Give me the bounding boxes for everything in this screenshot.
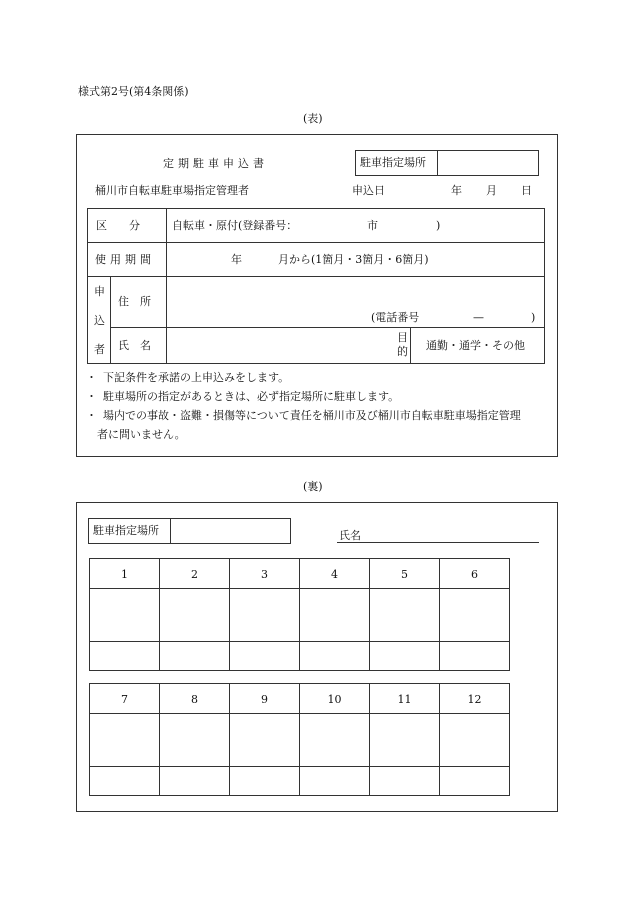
month-note-cell[interactable] xyxy=(439,766,510,796)
month-header-cell xyxy=(89,558,160,589)
applicant-char-2: 込 xyxy=(94,314,105,327)
city-char: 市 xyxy=(367,219,378,232)
note-3-cont: 者に問いません。 xyxy=(97,428,186,441)
month-stamp-cell[interactable] xyxy=(229,713,300,767)
month-number: 10 xyxy=(327,693,342,706)
month-header-cell xyxy=(159,683,230,714)
front-place-field[interactable] xyxy=(439,151,536,173)
month-grid-7-12 xyxy=(89,683,509,796)
applicant-char-1: 申 xyxy=(94,285,105,298)
month-stamp-cell[interactable] xyxy=(369,713,440,767)
month-note-cell[interactable] xyxy=(89,641,160,671)
month-stamp-cell[interactable] xyxy=(159,588,230,642)
month-number: 5 xyxy=(401,568,408,581)
note-2: 駐車場所の指定があるときは、必ず指定場所に駐車します。 xyxy=(103,390,400,403)
month-header-cell xyxy=(369,558,440,589)
front-side-label: (表) xyxy=(303,112,323,125)
month-stamp-cell[interactable] xyxy=(159,713,230,767)
month-number: 3 xyxy=(261,568,268,581)
back-place-field[interactable] xyxy=(172,519,288,541)
month-number: 12 xyxy=(467,693,482,706)
month-header-cell xyxy=(299,683,370,714)
back-name-underline xyxy=(337,542,539,543)
month-header-cell xyxy=(229,683,300,714)
month-number: 4 xyxy=(331,568,338,581)
applicant-char-3: 者 xyxy=(94,343,105,356)
phone-dash: — xyxy=(473,311,484,324)
purpose-options: 通勤・通学・その他 xyxy=(426,339,525,352)
note-3: 場内での事故・盗難・損傷等について責任を桶川市及び桶川市自転車駐車場指定管理 xyxy=(103,409,521,422)
month-stamp-cell[interactable] xyxy=(299,713,370,767)
month-header-cell xyxy=(439,683,510,714)
back-place-label: 駐車指定場所 xyxy=(93,524,159,537)
note-bullet-1: ・ xyxy=(86,371,97,384)
name-field[interactable] xyxy=(168,329,408,361)
registration-number-field[interactable] xyxy=(308,214,364,236)
month-header-cell xyxy=(89,683,160,714)
purpose-label-top: 目 xyxy=(397,331,408,344)
note-bullet-2: ・ xyxy=(86,390,97,403)
note-bullet-3: ・ xyxy=(86,409,97,422)
month-note-cell[interactable] xyxy=(229,641,300,671)
month-stamp-cell[interactable] xyxy=(89,713,160,767)
month-note-cell[interactable] xyxy=(299,641,370,671)
apply-date-label: 申込日 xyxy=(352,184,385,197)
month-header-cell xyxy=(439,558,510,589)
address-label: 住 所 xyxy=(118,295,151,308)
month-header-cell xyxy=(159,558,230,589)
period-year: 年 xyxy=(231,253,242,266)
month-number: 8 xyxy=(191,693,198,706)
month-header-cell xyxy=(299,558,370,589)
month-stamp-cell[interactable] xyxy=(439,713,510,767)
month-number: 6 xyxy=(471,568,478,581)
name-label: 氏 名 xyxy=(118,339,151,352)
category-label: 区 分 xyxy=(96,219,140,232)
month-stamp-cell[interactable] xyxy=(439,588,510,642)
apply-month: 月 xyxy=(486,184,497,197)
form-title: 定期駐車申込書 xyxy=(163,157,268,170)
purpose-label-bottom: 的 xyxy=(397,345,408,358)
month-stamp-cell[interactable] xyxy=(299,588,370,642)
month-note-cell[interactable] xyxy=(369,641,440,671)
period-label: 使用期間 xyxy=(95,253,155,266)
note-1: 下記条件を承諾の上申込みをします。 xyxy=(103,371,290,384)
month-note-cell[interactable] xyxy=(159,641,230,671)
month-note-cell[interactable] xyxy=(229,766,300,796)
category-close-paren: ) xyxy=(436,219,441,232)
month-note-cell[interactable] xyxy=(299,766,370,796)
month-note-cell[interactable] xyxy=(159,766,230,796)
month-stamp-cell[interactable] xyxy=(89,588,160,642)
back-side-label: (裏) xyxy=(303,480,323,493)
month-stamp-cell[interactable] xyxy=(369,588,440,642)
back-name-label: 氏名 xyxy=(339,529,361,542)
address-field[interactable] xyxy=(168,278,542,308)
form-number: 様式第2号(第4条関係) xyxy=(78,85,189,98)
back-name-field[interactable] xyxy=(362,526,538,541)
month-note-cell[interactable] xyxy=(89,766,160,796)
month-number: 7 xyxy=(121,693,128,706)
apply-day: 日 xyxy=(521,184,532,197)
phone-close: ) xyxy=(531,311,536,324)
apply-year: 年 xyxy=(451,184,462,197)
month-note-cell[interactable] xyxy=(369,766,440,796)
category-value: 自転車・原付(登録番号： xyxy=(172,219,298,232)
period-from: 月から(1箇月・3箇月・6箇月) xyxy=(278,253,429,266)
month-grid-1-6 xyxy=(89,558,509,671)
month-note-cell[interactable] xyxy=(439,641,510,671)
month-number: 2 xyxy=(191,568,198,581)
front-place-label: 駐車指定場所 xyxy=(360,156,426,169)
addressee: 桶川市自転車駐車場指定管理者 xyxy=(95,184,249,197)
month-header-cell xyxy=(369,683,440,714)
phone-label: (電話番号 xyxy=(371,311,420,324)
month-number: 11 xyxy=(397,693,412,706)
month-number: 1 xyxy=(121,568,128,581)
month-stamp-cell[interactable] xyxy=(229,588,300,642)
month-number: 9 xyxy=(261,693,268,706)
month-header-cell xyxy=(229,558,300,589)
